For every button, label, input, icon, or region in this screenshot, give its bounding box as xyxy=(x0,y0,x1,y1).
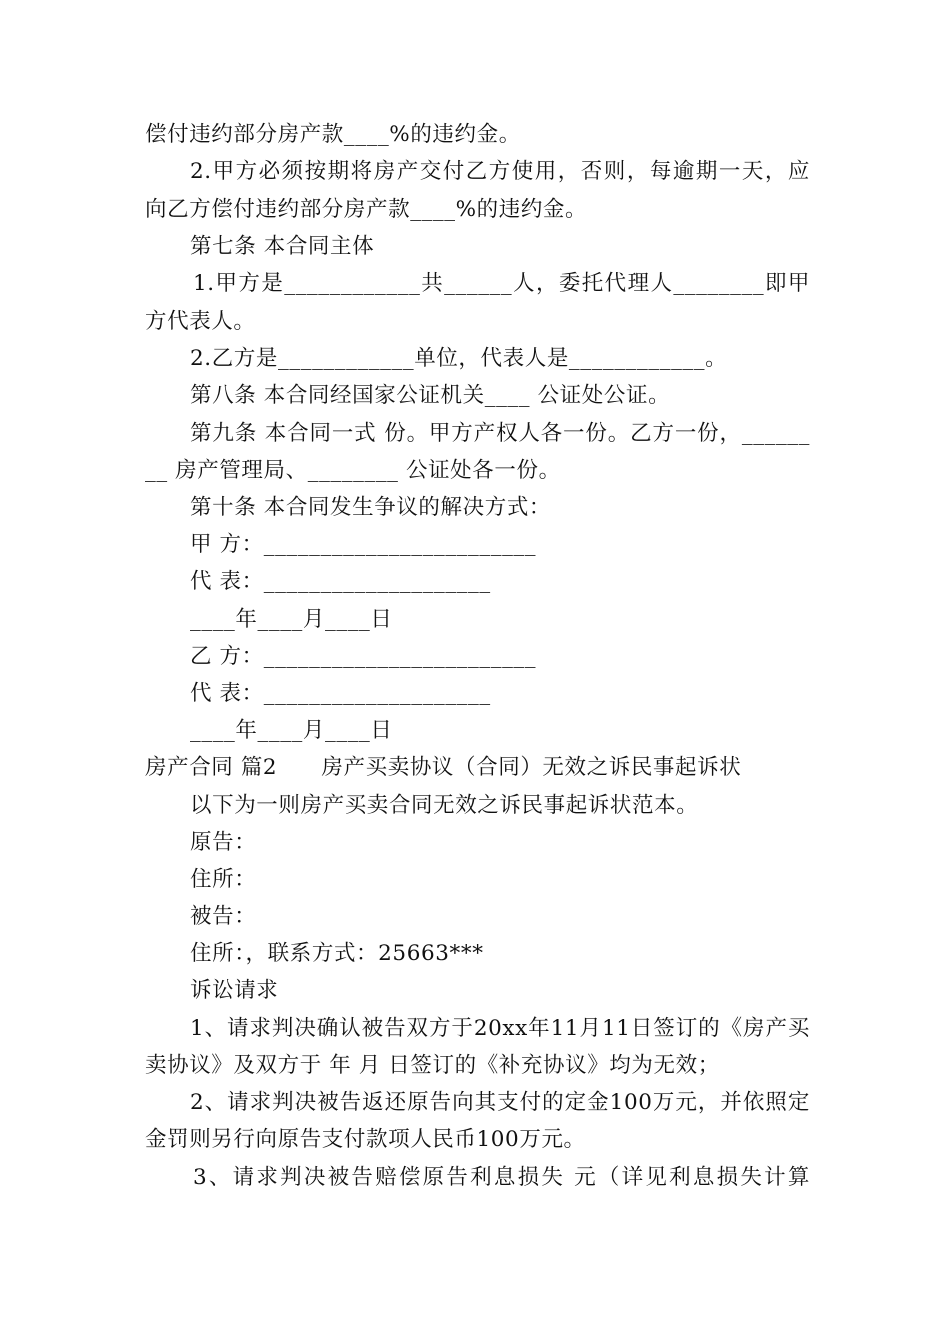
section-heading: 第八条 本合同经国家公证机关____ 公证处公证。 xyxy=(190,383,671,408)
text-line: 方代表人。 xyxy=(145,309,256,334)
text-line: 被告： xyxy=(190,904,257,929)
text-line: 原告： xyxy=(190,830,257,855)
article-title: 房产合同 篇2 房产买卖协议（合同）无效之诉民事起诉状 xyxy=(145,755,742,780)
section-heading: 第九条 本合同一式 份。甲方产权人各一份。乙方一份，______ xyxy=(190,421,810,446)
text-line: 1.甲方是____________共______人，委托代理人________即甲 xyxy=(193,271,810,296)
signature-line: 代 表：____________________ xyxy=(190,569,491,594)
text-line: 2.甲方必须按期将房产交付乙方使用，否则，每逾期一天，应 xyxy=(190,159,810,184)
text-line: 3、请求判决被告赔偿原告利息损失 元（详见利息损失计算 xyxy=(193,1165,810,1190)
section-heading: 第十条 本合同发生争议的解决方式： xyxy=(190,495,552,520)
text-line: 向乙方偿付违约部分房产款____%的违约金。 xyxy=(145,197,588,222)
signature-line: 乙 方：________________________ xyxy=(190,644,537,669)
text-line: 住所：，联系方式：25663*** xyxy=(190,941,484,966)
text-line: 2、请求判决被告返还原告向其支付的定金100万元，并依照定 xyxy=(190,1090,810,1115)
text-line: 住所： xyxy=(190,867,257,892)
text-line: 卖协议》及双方于 年 月 日签订的《补充协议》均为无效； xyxy=(145,1053,720,1078)
date-line: ____年____月____日 xyxy=(190,607,393,632)
text-line: 偿付违约部分房产款____%的违约金。 xyxy=(145,122,521,147)
section-heading: 诉讼请求 xyxy=(190,978,279,1003)
text-line: 2.乙方是____________单位，代表人是____________。 xyxy=(190,346,728,371)
text-line: 1、请求判决确认被告双方于20xx年11月11日签订的《房产买 xyxy=(190,1016,810,1041)
text-line: 金罚则另行向原告支付款项人民币100万元。 xyxy=(145,1127,586,1152)
text-line: 以下为一则房产买卖合同无效之诉民事起诉状范本。 xyxy=(190,793,699,818)
section-heading: 第七条 本合同主体 xyxy=(190,234,375,259)
signature-line: 代 表：____________________ xyxy=(190,681,491,706)
date-line: ____年____月____日 xyxy=(190,718,393,743)
text-line: __ 房产管理局、________ 公证处各一份。 xyxy=(145,458,561,483)
signature-line: 甲 方：________________________ xyxy=(190,532,537,557)
